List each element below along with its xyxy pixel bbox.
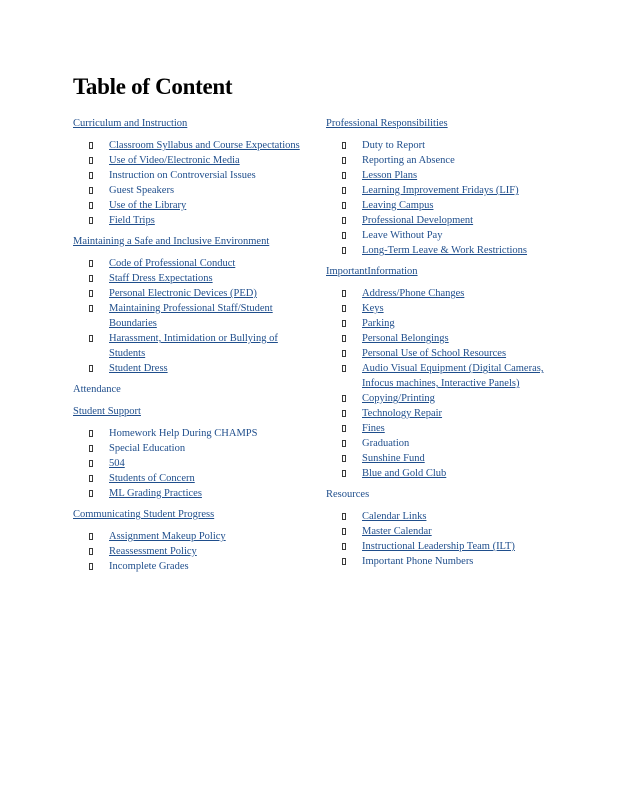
- toc-item[interactable]: [73, 286, 313, 301]
- toc-section-student-support: [73, 404, 313, 501]
- toc-item-label: Duty to Report: [362, 140, 425, 151]
- toc-item-label: Important Phone Numbers: [362, 556, 474, 567]
- toc-item-label: Graduation: [362, 438, 410, 449]
- toc-section-curriculum-and-instruction: [73, 116, 313, 228]
- toc-section-communicating-student-progress: [73, 507, 313, 574]
- toc-item[interactable]: [73, 331, 313, 361]
- toc-item[interactable]: [73, 529, 313, 544]
- toc-section-resources: [326, 487, 561, 569]
- square-bullet-icon: [342, 528, 346, 535]
- toc-item[interactable]: [73, 471, 313, 486]
- toc-item[interactable]: [73, 361, 313, 376]
- toc-right-column: [326, 116, 561, 575]
- toc-item-link[interactable]: Professional Development: [362, 215, 474, 226]
- toc-item-link[interactable]: Use of the Library: [109, 200, 187, 211]
- square-bullet-icon: [342, 350, 346, 357]
- toc-item-link[interactable]: Students of Concern: [109, 473, 195, 484]
- toc-item-link[interactable]: Instructional Leadership Team (ILT): [362, 541, 515, 552]
- toc-section-heading[interactable]: Professional Responsibilities: [326, 118, 448, 129]
- toc-item-label: Incomplete Grades: [109, 561, 189, 572]
- square-bullet-icon: [89, 217, 93, 224]
- toc-section-heading[interactable]: Maintaining a Safe and Inclusive Environment: [73, 236, 270, 247]
- square-bullet-icon: [89, 475, 93, 482]
- square-bullet-icon: [342, 320, 346, 327]
- square-bullet-icon: [342, 142, 346, 149]
- toc-item-link[interactable]: Calendar Links: [362, 511, 427, 522]
- toc-item-link[interactable]: Use of Video/Electronic Media: [109, 155, 240, 166]
- toc-left-column: [73, 116, 313, 580]
- square-bullet-icon: [342, 157, 346, 164]
- toc-item-link[interactable]: Code of Professional Conduct: [109, 258, 236, 269]
- square-bullet-icon: [342, 290, 346, 297]
- toc-item-link[interactable]: Classroom Syllabus and Course Expectations: [109, 140, 300, 151]
- toc-item[interactable]: [326, 213, 561, 228]
- page-title: Table of Content: [73, 74, 233, 99]
- toc-item-link[interactable]: Personal Belongings: [362, 333, 449, 344]
- toc-item[interactable]: [73, 256, 313, 271]
- square-bullet-icon: [342, 513, 346, 520]
- toc-item: [326, 138, 561, 153]
- toc-section-importantinformation: [326, 264, 561, 481]
- toc-item-link[interactable]: Maintaining Professional Staff/Student Boundaries: [109, 303, 273, 329]
- square-bullet-icon: [342, 305, 346, 312]
- square-bullet-icon: [89, 260, 93, 267]
- toc-item-link[interactable]: Learning Improvement Fridays (LIF): [362, 185, 519, 196]
- toc-item-link[interactable]: Address/Phone Changes: [362, 288, 465, 299]
- square-bullet-icon: [89, 157, 93, 164]
- square-bullet-icon: [89, 335, 93, 342]
- toc-section-attendance: [73, 382, 313, 404]
- toc-item-link[interactable]: Blue and Gold Club: [362, 468, 447, 479]
- toc-item[interactable]: [326, 509, 561, 524]
- toc-section-heading[interactable]: Communicating Student Progress: [73, 509, 215, 520]
- toc-item[interactable]: [326, 539, 561, 554]
- toc-item-link[interactable]: Personal Use of School Resources: [362, 348, 507, 359]
- toc-item[interactable]: [73, 486, 313, 501]
- toc-item-label: Homework Help During CHAMPS: [109, 428, 258, 439]
- toc-item: [326, 436, 561, 451]
- square-bullet-icon: [89, 172, 93, 179]
- toc-item[interactable]: [326, 406, 561, 421]
- toc-item: [73, 559, 313, 574]
- toc-item[interactable]: [326, 361, 561, 391]
- square-bullet-icon: [342, 202, 346, 209]
- toc-item-list: [73, 529, 313, 574]
- toc-item-link[interactable]: 504: [109, 458, 125, 469]
- toc-item-link[interactable]: Assignment Makeup Policy: [109, 531, 226, 542]
- square-bullet-icon: [89, 187, 93, 194]
- toc-item-list: [73, 256, 313, 376]
- toc-item[interactable]: [326, 301, 561, 316]
- toc-item-list: [73, 426, 313, 501]
- toc-item-label: Guest Speakers: [109, 185, 175, 196]
- toc-item: [326, 228, 561, 243]
- square-bullet-icon: [342, 410, 346, 417]
- toc-item[interactable]: [326, 421, 561, 436]
- square-bullet-icon: [89, 275, 93, 282]
- square-bullet-icon: [342, 335, 346, 342]
- toc-item-link[interactable]: Fines: [362, 423, 385, 434]
- toc-section-heading[interactable]: Student Support: [73, 406, 141, 417]
- toc-section-heading[interactable]: ImportantInformation: [326, 266, 418, 277]
- toc-item[interactable]: [73, 198, 313, 213]
- square-bullet-icon: [89, 430, 93, 437]
- square-bullet-icon: [342, 232, 346, 239]
- toc-item[interactable]: [326, 524, 561, 539]
- toc-item-link[interactable]: Keys: [362, 303, 384, 314]
- square-bullet-icon: [342, 365, 346, 372]
- square-bullet-icon: [89, 548, 93, 555]
- toc-item-list: [326, 138, 561, 258]
- square-bullet-icon: [342, 470, 346, 477]
- toc-item-link[interactable]: ML Grading Practices: [109, 488, 202, 499]
- toc-item-link[interactable]: Harassment, Intimidation or Bullying of Students: [109, 333, 278, 359]
- square-bullet-icon: [89, 533, 93, 540]
- square-bullet-icon: [89, 290, 93, 297]
- toc-item-link[interactable]: Copying/Printing: [362, 393, 435, 404]
- toc-item[interactable]: [326, 451, 561, 466]
- toc-item[interactable]: [73, 301, 313, 331]
- toc-item[interactable]: [326, 198, 561, 213]
- toc-item-label: Leave Without Pay: [362, 230, 443, 241]
- square-bullet-icon: [89, 305, 93, 312]
- square-bullet-icon: [342, 247, 346, 254]
- toc-item[interactable]: [73, 456, 313, 471]
- square-bullet-icon: [89, 445, 93, 452]
- toc-section-maintaining-a-safe-and-inclusive-environment: [73, 234, 313, 376]
- square-bullet-icon: [89, 142, 93, 149]
- toc-item[interactable]: [326, 286, 561, 301]
- toc-item[interactable]: [326, 391, 561, 406]
- toc-item-list: [326, 509, 561, 569]
- toc-item[interactable]: [326, 168, 561, 183]
- square-bullet-icon: [342, 395, 346, 402]
- toc-item-label: Instruction on Controversial Issues: [109, 170, 256, 181]
- toc-item-link[interactable]: Leaving Campus: [362, 200, 434, 211]
- toc-item-link[interactable]: Staff Dress Expectations: [109, 273, 213, 284]
- toc-item-list: [73, 138, 313, 228]
- toc-item: [73, 441, 313, 456]
- toc-section-heading[interactable]: Curriculum and Instruction: [73, 118, 188, 129]
- square-bullet-icon: [342, 172, 346, 179]
- square-bullet-icon: [342, 217, 346, 224]
- toc-item-link[interactable]: Lesson Plans: [362, 170, 418, 181]
- square-bullet-icon: [342, 440, 346, 447]
- toc-section-heading: Attendance: [73, 384, 121, 395]
- toc-item[interactable]: [326, 243, 561, 258]
- square-bullet-icon: [342, 425, 346, 432]
- toc-item-link[interactable]: Audio Visual Equipment (Digital Cameras, Infocus machines, Interactive Panels): [362, 363, 544, 389]
- toc-item[interactable]: [326, 466, 561, 481]
- toc-item-link[interactable]: Master Calendar: [362, 526, 432, 537]
- toc-item[interactable]: [326, 346, 561, 361]
- toc-item: [73, 426, 313, 441]
- toc-item-link[interactable]: Personal Electronic Devices (PED): [109, 288, 257, 299]
- square-bullet-icon: [89, 365, 93, 372]
- square-bullet-icon: [89, 490, 93, 497]
- square-bullet-icon: [342, 455, 346, 462]
- toc-item-label: Reporting an Absence: [362, 155, 455, 166]
- toc-item[interactable]: [73, 544, 313, 559]
- toc-item: [326, 153, 561, 168]
- toc-item-link[interactable]: Student Dress: [109, 363, 168, 374]
- square-bullet-icon: [342, 543, 346, 550]
- toc-item-list: [326, 286, 561, 481]
- toc-item-link[interactable]: Field Trips: [109, 215, 155, 226]
- toc-item: [73, 183, 313, 198]
- square-bullet-icon: [342, 187, 346, 194]
- square-bullet-icon: [89, 563, 93, 570]
- toc-item[interactable]: [73, 153, 313, 168]
- toc-item[interactable]: [73, 138, 313, 153]
- toc-item[interactable]: [73, 213, 313, 228]
- section-spacer: [73, 397, 313, 404]
- toc-item[interactable]: [326, 331, 561, 346]
- toc-item-link[interactable]: Parking: [362, 318, 395, 329]
- toc-section-heading: Resources: [326, 489, 370, 500]
- square-bullet-icon: [89, 460, 93, 467]
- toc-item-link[interactable]: Sunshine Fund: [362, 453, 425, 464]
- toc-item: [326, 554, 561, 569]
- toc-item[interactable]: [326, 316, 561, 331]
- toc-item-link[interactable]: Technology Repair: [362, 408, 443, 419]
- toc-item: [73, 168, 313, 183]
- toc-item-link[interactable]: Reassessment Policy: [109, 546, 197, 557]
- toc-item[interactable]: [326, 183, 561, 198]
- toc-item[interactable]: [73, 271, 313, 286]
- toc-item-label: Special Education: [109, 443, 186, 454]
- square-bullet-icon: [89, 202, 93, 209]
- square-bullet-icon: [342, 558, 346, 565]
- toc-section-professional-responsibilities: [326, 116, 561, 258]
- toc-item-link[interactable]: Long-Term Leave & Work Restrictions: [362, 245, 528, 256]
